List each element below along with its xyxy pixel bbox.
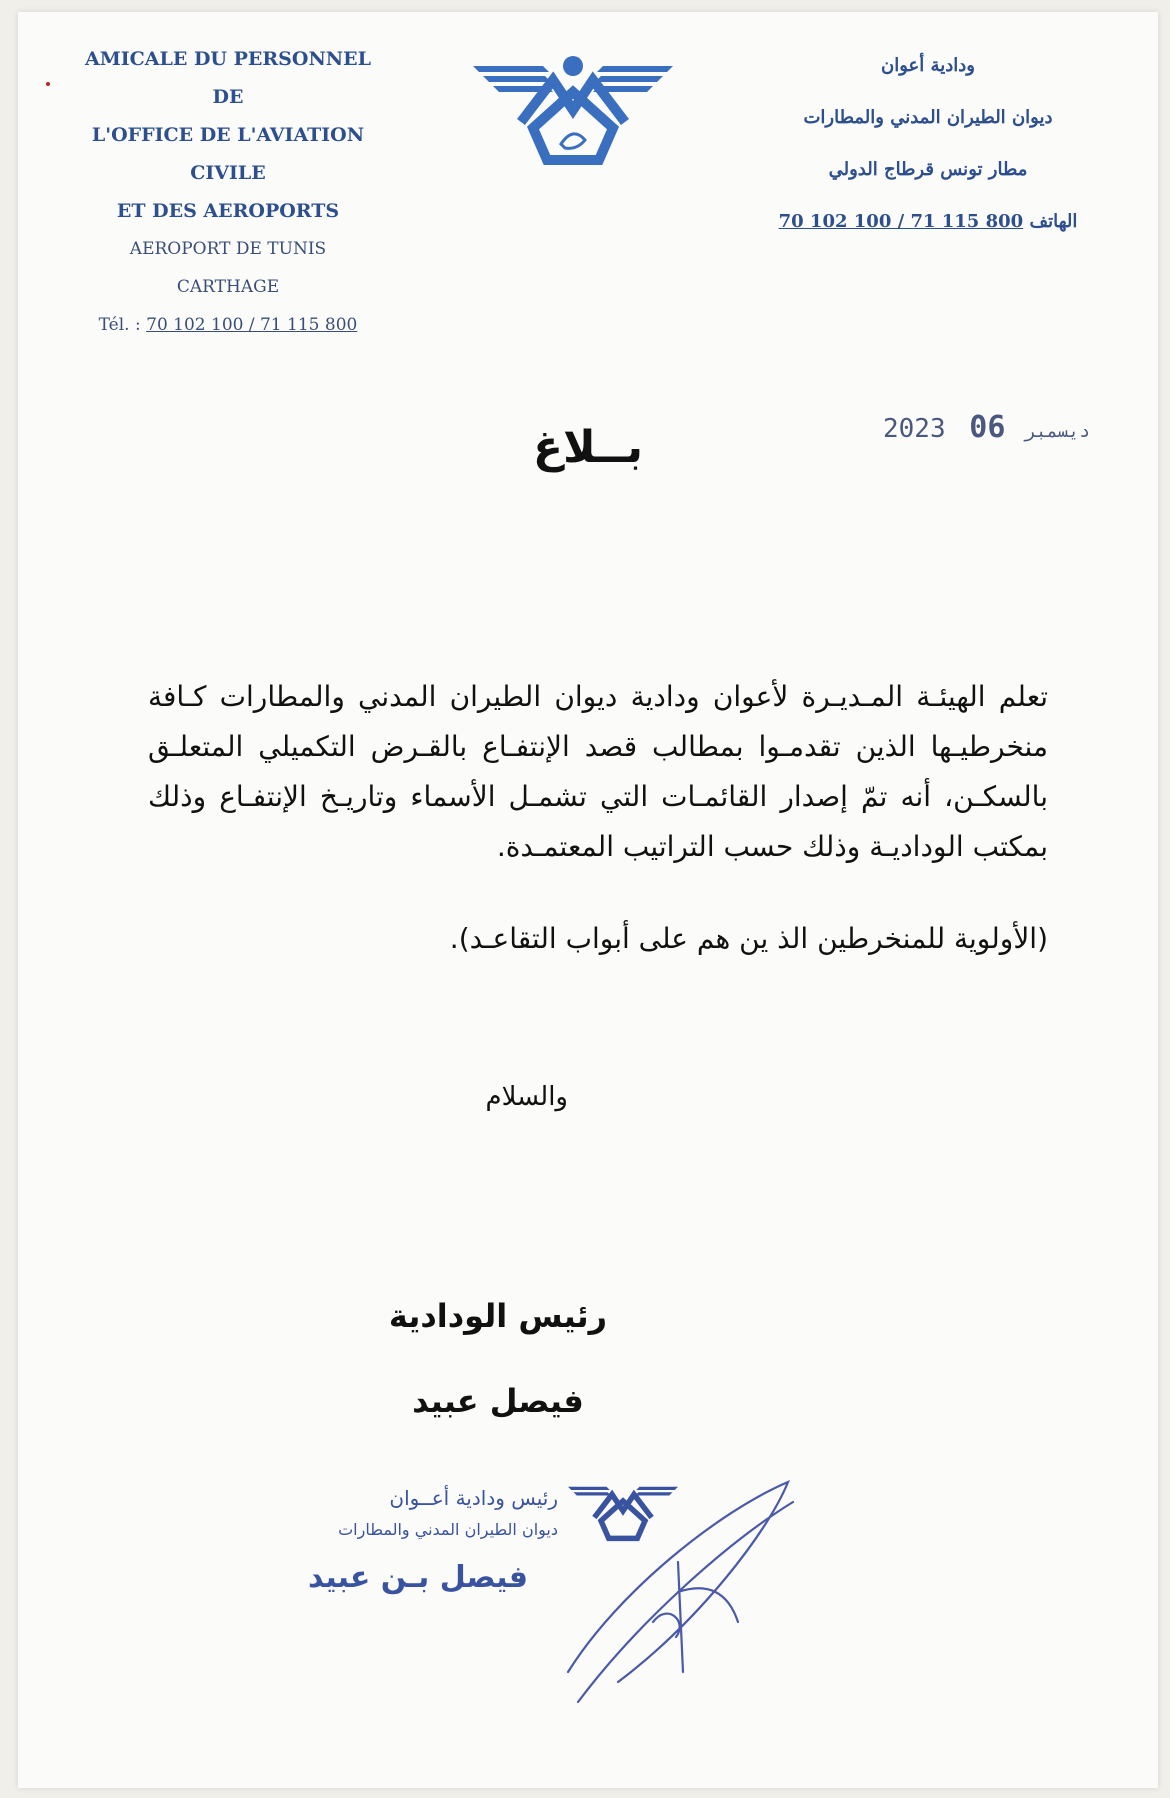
letterhead-french: [78, 40, 378, 344]
announcement-body: تعلم الهيئـة المـديـرة لأعوان ودادية ديوان الطيران المدني والمطارات كـافة منخرطيـها الذين تقدمـوا بمطالب قصد الإنتفـاع بالقـرض التكميلي المتعلـق بالسكـن، أنه تمّ إصدار القائمـات التي تشمـل الأسماء وتاريـخ الإنتفـاع وذلك بمكتب الوداديـة وذلك حسب التراتيب المعتمـدة.: [148, 680, 1048, 863]
stamp-name: فيصل بـن عبيد: [308, 1560, 528, 1595]
letterhead-ar-line2: ديوان الطيران المدني والمطارات: [803, 107, 1053, 128]
phone-numbers-ar: 70 102 100 / 71 115 800: [778, 211, 1024, 232]
date-year: 2023: [883, 414, 946, 444]
document-page: [18, 12, 1158, 1788]
handwritten-signature: [558, 1472, 818, 1722]
letterhead-fr-line4: AEROPORT DE TUNIS CARTHAGE: [129, 239, 327, 297]
closing-greeting: والسلام: [485, 1082, 568, 1112]
date-day: 06: [969, 410, 1006, 445]
phone-numbers: 70 102 100 / 71 115 800: [146, 315, 358, 335]
letterhead-ar-phone: [778, 196, 1078, 248]
letterhead-ar-line1: ودادية أعوان: [881, 55, 975, 76]
letterhead-fr-line2: L'OFFICE DE L'AVIATION CIVILE: [91, 124, 365, 184]
document-title: بــلاغ: [532, 422, 644, 473]
signatory-title: رئيس الودادية: [388, 1297, 608, 1335]
letterhead-arabic: [778, 40, 1078, 248]
signatory-name: فيصل عبيد: [412, 1382, 584, 1420]
letterhead-fr-line3: ET DES AEROPORTS: [116, 200, 340, 222]
phone-label-ar: الهاتف: [1029, 211, 1078, 232]
stamp-line2: ديوان الطيران المدني والمطارات: [338, 1520, 558, 1539]
stamp-line1: رئيس ودادية أعــوان: [389, 1486, 558, 1510]
letterhead-ar-line3: مطار تونس قرطاج الدولي: [828, 159, 1028, 180]
date-month: ديسمبر: [1025, 421, 1091, 442]
priority-note: (الأولوية للمنخرطين الذ ين هم على أبواب التقاعـد).: [449, 922, 1048, 955]
ink-dot: [46, 82, 50, 86]
phone-label: Tél. :: [98, 315, 141, 335]
organization-logo-icon: [473, 52, 673, 172]
letterhead-fr-line1: AMICALE DU PERSONNEL DE: [84, 48, 372, 108]
letterhead-fr-phone: [78, 306, 378, 344]
